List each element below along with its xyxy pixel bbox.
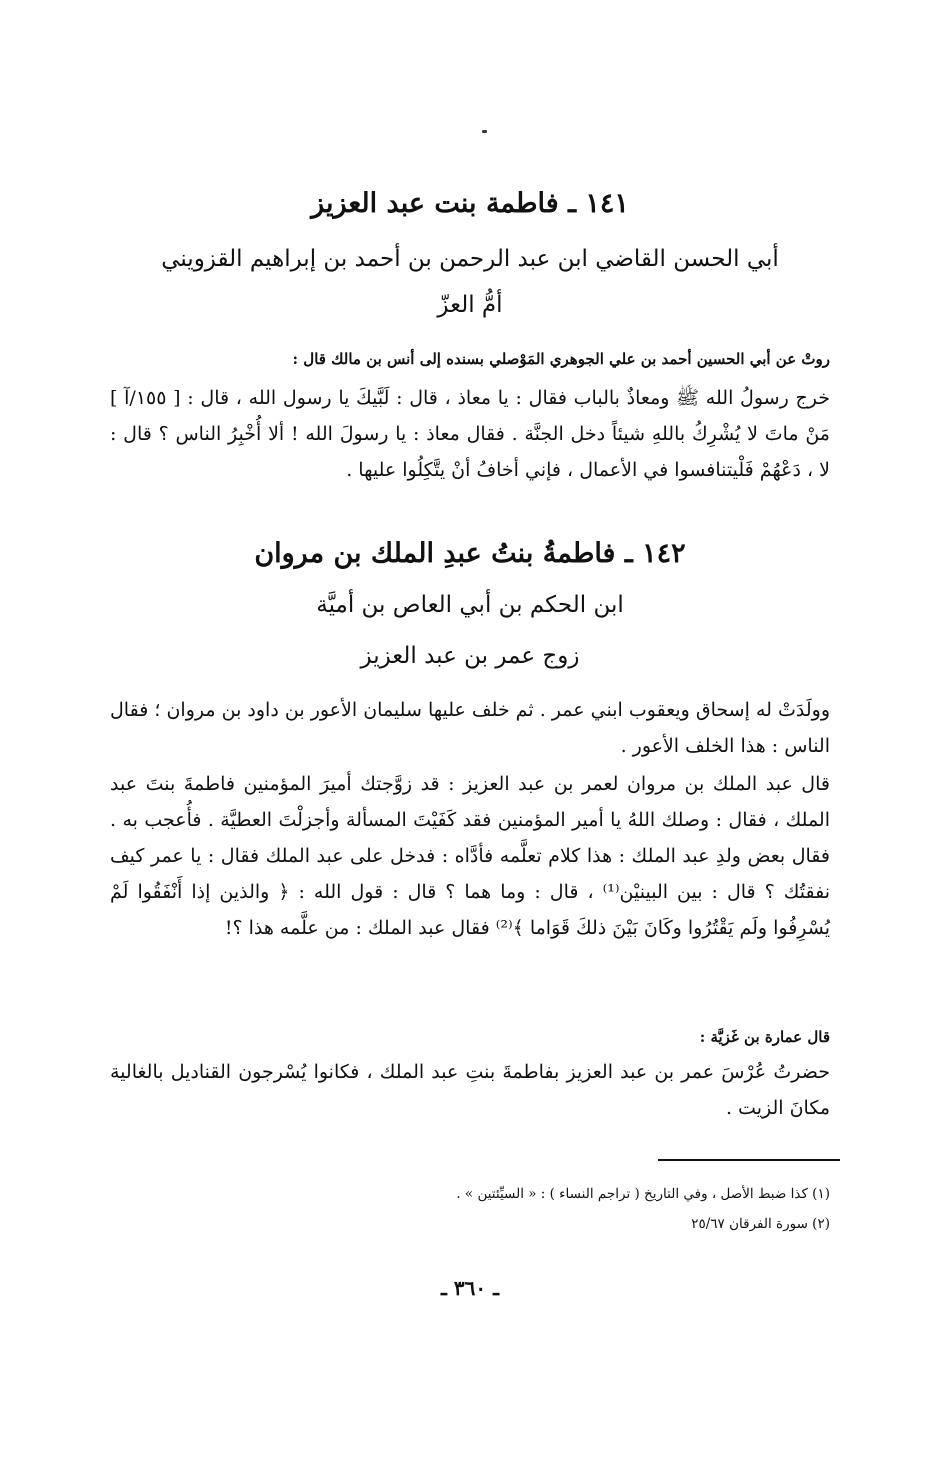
page-number: ـ ٣٦٠ ـ: [441, 1276, 499, 1300]
entry-142-title: ١٤٢ ـ فاطمةُ بنتُ عبدِ الملك بن مروان: [254, 538, 686, 569]
entry-142-para-1: وولَدَتْ له إسحاق ويعقوب ابني عمر . ثم خلف عليها سليمان الأعور بن داود بن مروان ؛ فقال الناس : هذا الخلف الأعور .: [110, 699, 830, 757]
entry-142-epithet: زوج عمر بن عبد العزيز: [360, 643, 580, 669]
entry-141-epithet: أمُّ العزّ: [437, 292, 503, 318]
entry-141-text: خرج رسولُ الله ﷺ ومعاذٌ بالباب فقال : يا معاذ ، قال : لَبَّيكَ يا رسول الله ، قال : [ ١٥٥/آ ] مَنْ ماتَ لا يُشْرِكُ باللهِ شيئاً دخل الجنَّة . فقال معاذ : يا رسولَ الله ! ألا أُخْبِرُ الناس ؟ قال : لا ، دَعْهُمْ فَلْيتنافسوا في الأعمال ، فإني أخافُ أنْ يتَّكِلُوا عليها .: [110, 387, 830, 481]
footnote-1: (١) كذا ضبط الأصل ، وفي التاريخ ( تراجم النساء ) : « السيِّئتين » .: [456, 1186, 830, 1202]
entry-141-title: ١٤١ ـ فاطمة بنت عبد العزيز: [311, 188, 629, 219]
entry-142-isnad: قال عمارة بن غَزيَّة :: [699, 1028, 830, 1046]
entry-142-para-3: حضرتُ عُرْسَ عمر بن عبد العزيز بفاطمةَ بنتِ عبد الملك ، فكانوا يُسْرجون القناديل بالغالية مكانَ الزيت .: [110, 1061, 830, 1119]
entry-142-para-2: قال عبد الملك بن مروان لعمر بن عبد العزيز : قد زوَّجتك أميرَ المؤمنين فاطمةَ بنتَ عبد الملك ، فقال : وصلك اللهُ يا أمير المؤمنين فقد كَفَيْتَ المسألة وأجزلْتَ العطيَّة . فأُعجب به . فقال بعض ولدِ عبد الملك : هذا كلام تعلَّمه فأدَّاه : فدخل على عبد الملك فقال : يا عمر كيف نفقتُك ؟ قال : بين البينيْن⁽¹⁾ ، قال : وما هما ؟ قال : قول الله : ﴿ والذين إذا أَنْفَقُوا لَمْ يُسْرِفُوا ولَم يَقْتُرُوا وكَانَ بَيْنَ ذلكَ قَوَاما ﴾⁽²⁾ فقال عبد الملك : من علَّمه هذا ؟!: [110, 773, 830, 939]
footnote-divider: [658, 1159, 840, 1161]
entry-142-subtitle: ابن الحكم بن أبي العاص بن أميَّة: [316, 592, 624, 618]
entry-141-subtitle: أبي الحسن القاضي ابن عبد الرحمن بن أحمد بن إبراهيم القزويني: [161, 246, 779, 272]
entry-141-isnad: روتْ عن أبي الحسين أحمد بن علي الجوهري المَوْصلي بسنده إلى أنس بن مالك قال :: [292, 350, 830, 368]
speck-mark: [482, 130, 487, 133]
footnote-2: (٢) سورة الفرقان ٢٥/٦٧: [691, 1216, 830, 1232]
